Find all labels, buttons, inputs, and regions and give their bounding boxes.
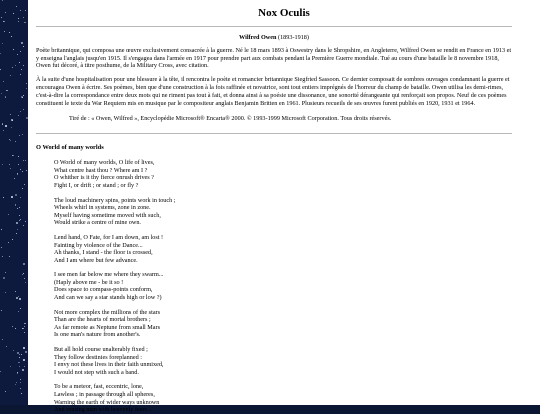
star-dot bbox=[10, 140, 11, 141]
star-dot bbox=[20, 219, 21, 220]
biography-paragraph-1: Poète britannique, qui composa une œuvre exclusivement consacrée à la guerre. Né le 18 mars 1893 à Oswestry dans le Shropshire, en Angleterre, Wilfred Owen se rendit en France en 1913 et y enseigna l'anglais jusqu'en 1915. Il s'engagea dans l'armée en 1917 pour prendre part aux combats pendant la Première Guerre mondiale. Tué au cours d'une bataille le 8 novembre 1918, Owen fut décoré, à titre posthume, de la Military Cross, avec citation. bbox=[36, 46, 512, 70]
star-dot bbox=[15, 205, 16, 206]
poem-line: I envy not these lives in their faith unmixed, bbox=[54, 361, 164, 369]
poem-line: To be a meteor, fast, eccentric, lone, bbox=[54, 383, 144, 391]
star-dot bbox=[21, 69, 22, 70]
star-dot bbox=[18, 21, 19, 22]
star-dot bbox=[15, 384, 16, 385]
star-dot bbox=[17, 352, 19, 354]
star-dot bbox=[12, 67, 13, 68]
star-dot bbox=[19, 362, 20, 363]
star-dot bbox=[10, 75, 11, 76]
poem-line: What centre hast thou ? Where am I ? bbox=[54, 166, 148, 174]
poem-stanza bbox=[54, 309, 540, 339]
star-dot bbox=[20, 382, 21, 383]
star-dot bbox=[12, 239, 13, 240]
star-dot bbox=[24, 366, 25, 367]
poem-line: And can we say a star stands high or low ?) bbox=[54, 294, 162, 302]
star-dot bbox=[18, 18, 19, 19]
star-dot bbox=[2, 164, 3, 165]
star-dot bbox=[24, 184, 25, 185]
star-dot bbox=[20, 388, 21, 389]
page-title: Nox Oculis bbox=[258, 7, 310, 19]
star-dot bbox=[19, 354, 20, 355]
star-dot bbox=[18, 164, 19, 165]
star-dot bbox=[23, 160, 24, 161]
star-dot bbox=[20, 379, 21, 380]
star-dot bbox=[25, 351, 27, 353]
star-dot bbox=[21, 42, 23, 44]
star-dot bbox=[26, 83, 27, 84]
star-dot bbox=[9, 32, 10, 33]
star-dot bbox=[15, 328, 16, 329]
biography-paragraph-2: À la suite d'une hospitalisation pour une blessure à la tête, il rencontra le poète et romancier britannique Siegfried Sassoon. Ce dernier composait de sombres ouvrages condamnant la guerre et encouragea Owen à écrire. Ses poèmes, bien que d'une construction à la fois raffinée et novatrice, sont tout entiers imprégnés de l'horreur du champ de bataille. Owen utilisa les demi-rimes, c'est-à-dire la correspondance entre deux mots qui ne riment pas tout à fait, et donna ainsi à sa poésie une dissonance, une sonorité dérangeante qui renforçait son propos. Neuf de ces poèmes constituent le texte du War Requiem mis en musique par le compositeur anglais Benjamin Britten en 1961. Plusieurs recueils de ses œuvres furent publiés en 1920, 1931 et 1964. bbox=[36, 76, 510, 107]
star-dot bbox=[23, 17, 24, 18]
poem-line: And rousing men with heavenly fears... bbox=[54, 406, 152, 414]
star-background bbox=[0, 0, 28, 405]
star-dot bbox=[16, 222, 18, 224]
star-dot bbox=[17, 372, 18, 373]
star-dot bbox=[4, 31, 5, 32]
star-dot bbox=[2, 256, 3, 257]
poem-line: Lawless ; in passage through all spheres, bbox=[54, 391, 155, 399]
star-dot bbox=[23, 46, 24, 47]
poem-line: I would not step with such a band. bbox=[54, 368, 139, 376]
star-dot bbox=[17, 54, 18, 55]
star-dot bbox=[2, 0, 3, 1]
star-dot bbox=[19, 298, 21, 300]
star-dot bbox=[17, 373, 18, 374]
star-dot bbox=[8, 214, 9, 215]
star-dot bbox=[18, 296, 19, 297]
star-dot bbox=[10, 168, 11, 169]
poem-stanza bbox=[54, 159, 540, 189]
star-dot bbox=[3, 130, 4, 131]
star-dot bbox=[4, 21, 5, 22]
poem-line: Fight I, or drift ; or stand ; or fly ? bbox=[54, 181, 139, 189]
star-dot bbox=[2, 43, 3, 44]
star-dot bbox=[18, 362, 19, 363]
poem-line: Fainting by violence of the Dance... bbox=[54, 241, 143, 249]
star-dot bbox=[3, 277, 5, 279]
star-dot bbox=[19, 357, 20, 358]
star-dot bbox=[1, 229, 2, 230]
poem-title: O World of many worlds bbox=[36, 144, 104, 152]
star-dot bbox=[19, 366, 20, 367]
poem-stanza bbox=[54, 346, 540, 376]
star-dot bbox=[22, 274, 23, 275]
star-dot bbox=[16, 6, 17, 7]
poem-line: The loud machinery spins, points work in touch ; bbox=[54, 196, 176, 204]
star-dot bbox=[2, 123, 3, 124]
star-dot bbox=[3, 197, 4, 198]
star-dot bbox=[1, 310, 2, 311]
star-dot bbox=[17, 229, 18, 230]
star-dot bbox=[13, 13, 14, 14]
star-dot bbox=[22, 171, 23, 172]
star-dot bbox=[21, 354, 22, 355]
star-dot bbox=[10, 366, 11, 367]
poem-body bbox=[28, 159, 540, 414]
star-dot bbox=[17, 174, 18, 175]
poem-line: Not more complex the millions of the stars bbox=[54, 308, 161, 316]
star-dot bbox=[24, 326, 25, 327]
star-dot bbox=[25, 10, 26, 11]
star-dot bbox=[6, 346, 7, 347]
poem-stanza bbox=[54, 271, 540, 301]
star-dot bbox=[16, 233, 17, 234]
star-dot bbox=[5, 12, 6, 13]
star-dot bbox=[0, 371, 1, 372]
star-dot bbox=[15, 204, 16, 205]
star-dot bbox=[16, 382, 17, 383]
star-dot bbox=[25, 22, 26, 23]
author-name: Wilfred Owen bbox=[239, 34, 277, 41]
star-dot bbox=[13, 155, 14, 156]
star-dot bbox=[20, 197, 21, 198]
star-dot bbox=[26, 170, 27, 171]
star-dot bbox=[0, 53, 1, 54]
star-dot bbox=[5, 97, 6, 98]
star-dot bbox=[20, 308, 21, 309]
poem-stanza bbox=[54, 234, 540, 264]
star-dot bbox=[20, 74, 21, 75]
poem-line: They follow destinies foreplanned : bbox=[54, 353, 142, 361]
star-dot bbox=[23, 225, 24, 226]
star-dot bbox=[1, 17, 2, 18]
star-dot bbox=[18, 156, 19, 157]
poem-line: Warning the earth of wider ways unknown bbox=[54, 398, 160, 406]
star-dot bbox=[20, 51, 21, 52]
star-dot bbox=[23, 328, 24, 329]
star-dot bbox=[18, 311, 19, 312]
middle-divider bbox=[36, 133, 512, 134]
star-dot bbox=[21, 393, 22, 394]
star-dot bbox=[5, 292, 6, 293]
star-dot bbox=[18, 115, 19, 116]
star-dot bbox=[19, 207, 20, 208]
star-dot bbox=[24, 323, 25, 324]
star-dot bbox=[0, 69, 1, 70]
star-dot bbox=[12, 326, 13, 327]
poem-stanza bbox=[54, 197, 540, 227]
poem-line: Is one man's nature from another's. bbox=[54, 331, 141, 339]
star-dot bbox=[5, 391, 6, 392]
star-dot bbox=[15, 65, 16, 66]
star-dot bbox=[7, 90, 8, 91]
poem-line: I see men far below me where they swarm... bbox=[54, 271, 164, 279]
star-dot bbox=[1, 247, 2, 248]
star-dot bbox=[14, 178, 15, 179]
page-content bbox=[28, 0, 540, 414]
star-dot bbox=[11, 36, 12, 37]
star-dot bbox=[11, 127, 12, 128]
star-dot bbox=[23, 65, 24, 66]
star-dot bbox=[1, 93, 2, 94]
star-dot bbox=[6, 90, 7, 91]
biography-section bbox=[28, 34, 540, 123]
star-dot bbox=[23, 347, 25, 349]
star-dot bbox=[10, 114, 11, 115]
star-dot bbox=[13, 49, 14, 50]
poem-line: Wheels whirl in systems, zone in zone. bbox=[54, 204, 151, 212]
star-dot bbox=[8, 242, 9, 243]
poem-line: Lend hand, O Fate, for I am down, am lost ! bbox=[54, 233, 164, 241]
poem-line: Does space to compass-points conform, bbox=[54, 286, 153, 294]
star-dot bbox=[23, 273, 24, 274]
poem-line: As far remote as Neptune from small Mars bbox=[54, 323, 161, 331]
star-dot bbox=[24, 278, 25, 279]
star-dot bbox=[20, 10, 21, 11]
star-dot bbox=[25, 160, 26, 161]
star-dot bbox=[19, 215, 20, 216]
star-dot bbox=[5, 272, 6, 273]
star-dot bbox=[22, 134, 23, 135]
star-dot bbox=[9, 164, 10, 165]
poem-line: O World of many worlds, O life of lives, bbox=[54, 159, 155, 167]
top-divider bbox=[36, 26, 512, 27]
poem-line: But all hold course unalterably fixed ; bbox=[54, 346, 148, 354]
star-dot bbox=[13, 350, 14, 351]
star-dot bbox=[17, 208, 18, 209]
star-dot bbox=[25, 282, 26, 283]
star-dot bbox=[21, 96, 23, 98]
star-dot bbox=[3, 81, 4, 82]
star-dot bbox=[19, 62, 20, 63]
poem-line: Would strike a centre of mine own. bbox=[54, 219, 141, 227]
star-dot bbox=[19, 220, 20, 221]
poem-line: O whither is it thy fierce onrush drives ? bbox=[54, 174, 155, 182]
star-dot bbox=[16, 297, 18, 299]
star-dot bbox=[5, 125, 7, 127]
source-citation: Tiré de : « Owen, Wilfred », Encyclopédie Microsoft® Encarta® 2000. © 1993-1999 Microsoft Corporation. Tous droits réservés. bbox=[69, 115, 392, 123]
star-dot bbox=[15, 141, 16, 142]
star-dot bbox=[23, 109, 24, 110]
star-dot bbox=[23, 359, 25, 361]
star-dot bbox=[2, 124, 3, 125]
star-dot bbox=[15, 194, 17, 196]
poem-line: And I am where but few advance. bbox=[54, 256, 138, 264]
star-dot bbox=[12, 120, 13, 121]
star-dot bbox=[20, 169, 21, 170]
star-dot bbox=[19, 135, 20, 136]
star-dot bbox=[24, 332, 25, 333]
poem-line: Ah thanks, I stand - the floor is crossed, bbox=[54, 249, 153, 257]
star-dot bbox=[20, 111, 21, 112]
star-dot bbox=[22, 188, 23, 189]
star-dot bbox=[11, 196, 13, 198]
star-dot bbox=[9, 256, 10, 257]
star-dot bbox=[15, 291, 16, 292]
poem-stanza bbox=[54, 383, 540, 413]
star-dot bbox=[25, 221, 26, 222]
star-dot bbox=[2, 339, 3, 340]
star-dot bbox=[23, 95, 24, 96]
star-dot bbox=[23, 263, 25, 265]
poem-line: (Haply above me - be it so ! bbox=[54, 278, 124, 286]
author-dates: (1893-1918) bbox=[278, 34, 309, 41]
star-dot bbox=[22, 369, 24, 371]
star-dot bbox=[26, 88, 27, 89]
star-dot bbox=[25, 323, 26, 324]
poem-line: Than are the hearts of mortal brothers ; bbox=[54, 316, 151, 324]
author-line bbox=[36, 34, 512, 42]
poem-line: Myself having sometime moved with such, bbox=[54, 211, 161, 219]
